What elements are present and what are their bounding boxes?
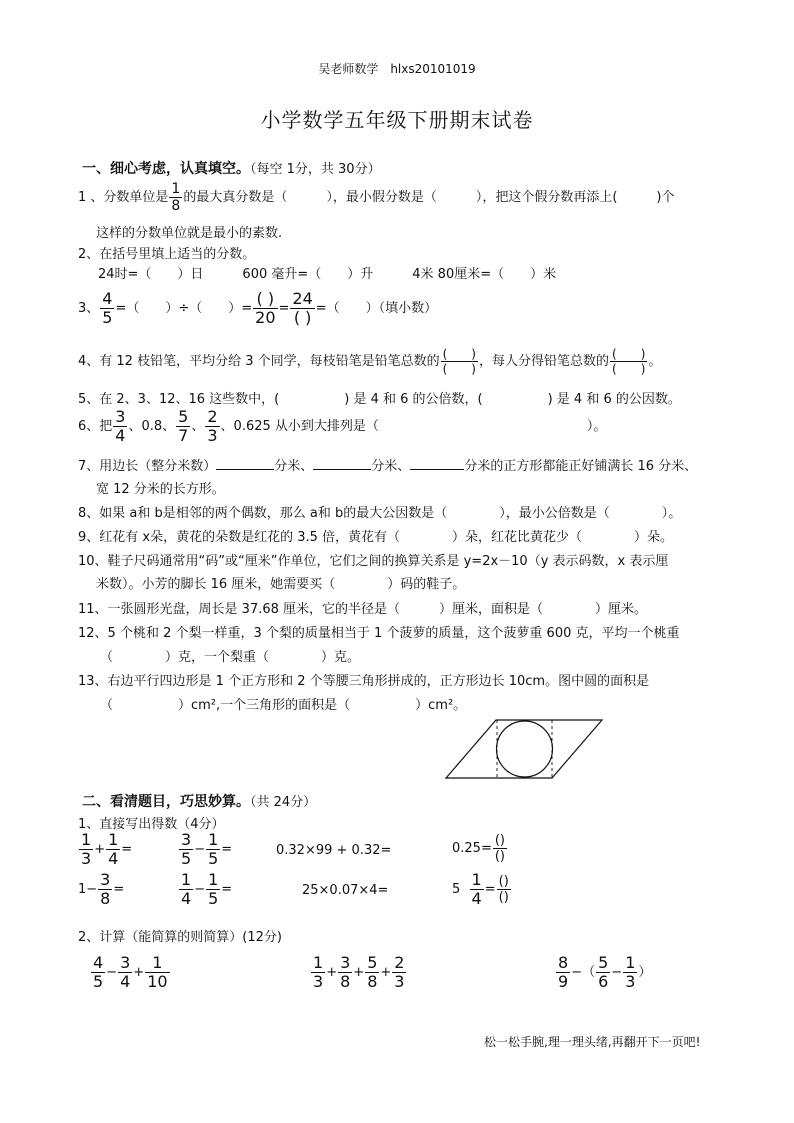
calc-4: 0.25= $\frac{()}{()}$ — [452, 833, 505, 864]
question-6: 6、把 $\frac{3}{4}$ 、0.8、 $\frac{5}{7}$ 、 $\frac{2}{3}$ 、0.625 从小到大排列是（ ）。 — [78, 407, 607, 445]
question-11: 11、一张圆形光盘，周长是 37.68 厘米，它的半径是（ ）厘米，面积是（ ）厘米。 — [78, 602, 648, 617]
question-3: 3、 $\frac{4}{5}$ =（ ）÷（ ）= $\frac{( )}{20}$ = $\frac{24}{( )}$ =（ ）（填小数） — [78, 289, 438, 327]
calc-5: 1− $\frac{3}{8}$ = — [78, 870, 125, 908]
section-1-heading: 一、细心考虑，认真填空。（每空 1分，共 30分） — [82, 161, 381, 177]
question-10-line2: 米数）。小芳的脚长 16 厘米，她需要买（ ）码的鞋子。 — [96, 577, 466, 592]
question-8: 8、如果 a和 b是相邻的两个偶数，那么 a和 b的最大公因数是（ ），最小公倍数是（ ）。 — [78, 506, 682, 521]
question-4: 4、有 12 枝铅笔，平均分给 3 个同学，每枝铅笔是铅笔总数的 $\frac{( )}{( )}$ ，每人分得铅笔总数的 $\frac{( )}{( )}$ 。 — [78, 347, 662, 376]
page-title: 小学数学五年级下册期末试卷 — [260, 108, 534, 132]
section-2-q1-title: 1、直接写出得数（4分） — [78, 817, 225, 832]
section-2-heading: 二、看清题目，巧思妙算。（共 24分） — [82, 794, 317, 810]
calc-7: 25×0.07×4= — [302, 883, 389, 898]
question-7-line2: 宽 12 分米的长方形。 — [96, 482, 225, 497]
page-header: 吴老师数学 hlxs20101019 — [318, 62, 476, 76]
question-2-blanks: 24时=（ ）日 600 毫升=（ ）升 4米 80厘米=（ ）米 — [98, 267, 557, 282]
calc-8: 5 $\frac{1}{4}$ = $\frac{()}{()}$ — [452, 870, 509, 908]
compute-1: $\frac{4}{5}$ − $\frac{3}{4}$ + $\frac{1}{10}$ — [93, 953, 168, 991]
inscribed-circle — [497, 721, 553, 777]
question-12-line2: （ ）克，一个梨重（ ）克。 — [100, 650, 361, 665]
compute-3: $\frac{8}{9}$ −（ $\frac{5}{6}$ − $\frac{1}{3}$ ） — [558, 953, 652, 991]
calc-6: $\frac{1}{4}$ − $\frac{1}{5}$ = — [181, 870, 233, 908]
question-13-line2: （ ）cm²,一个三角形的面积是（ ）cm²。 — [100, 698, 467, 713]
question-12: 12、5 个桃和 2 个梨一样重，3 个梨的质量相当于 1 个菠萝的质量，这个菠萝重 600 克，平均一个桃重 — [78, 626, 680, 641]
question-7: 7、用边长（整分米数） 分米、 分米、 分米的正方形都能正好铺满长 16 分米、 — [78, 459, 698, 474]
question-9: 9、红花有 x朵，黄花的朵数是红花的 3.5 倍，黄花有（ ）朵，红花比黄花少（ ）朵。 — [78, 530, 674, 545]
compute-2: $\frac{1}{3}$ + $\frac{3}{8}$ + $\frac{5}{8}$ + $\frac{2}{3}$ — [313, 953, 405, 991]
question-1: 1 、分数单位是 $\frac{1}{8}$ 的最大真分数是（ ），最小假分数是（ ），把这个假分数再添上( )个 — [78, 181, 675, 214]
calc-3: 0.32×99 + 0.32= — [276, 843, 392, 858]
parallelogram-figure — [444, 718, 604, 780]
question-2: 2、在括号里填上适当的分数。 — [78, 247, 256, 262]
question-13: 13、右边平行四边形是 1 个正方形和 2 个等腰三角形拼成的，正方形边长 10cm。图中圆的面积是 — [78, 674, 650, 689]
question-1-line2: 这样的分数单位就是最小的素数. — [96, 226, 283, 241]
parallelogram-outline — [446, 720, 602, 778]
question-5: 5、在 2、3、12、16 这些数中，( ) 是 4 和 6 的公倍数，( ) 是 4 和 6 的公因数。 — [78, 392, 681, 407]
question-10: 10、鞋子尺码通常用“码”或“厘米”作单位，它们之间的换算关系是 y=2x－10（y 表示码数，x 表示厘 — [78, 554, 669, 569]
calc-1: $\frac{1}{3}$ + $\frac{1}{4}$ = — [81, 830, 133, 868]
page-footer-note: 松一松手腕,理一理头绪,再翻开下一页吧! — [484, 1035, 701, 1049]
section-2-q2-title: 2、计算（能简算的则简算）(12分) — [78, 930, 282, 945]
calc-2: $\frac{3}{5}$ − $\frac{1}{5}$ = — [181, 830, 233, 868]
